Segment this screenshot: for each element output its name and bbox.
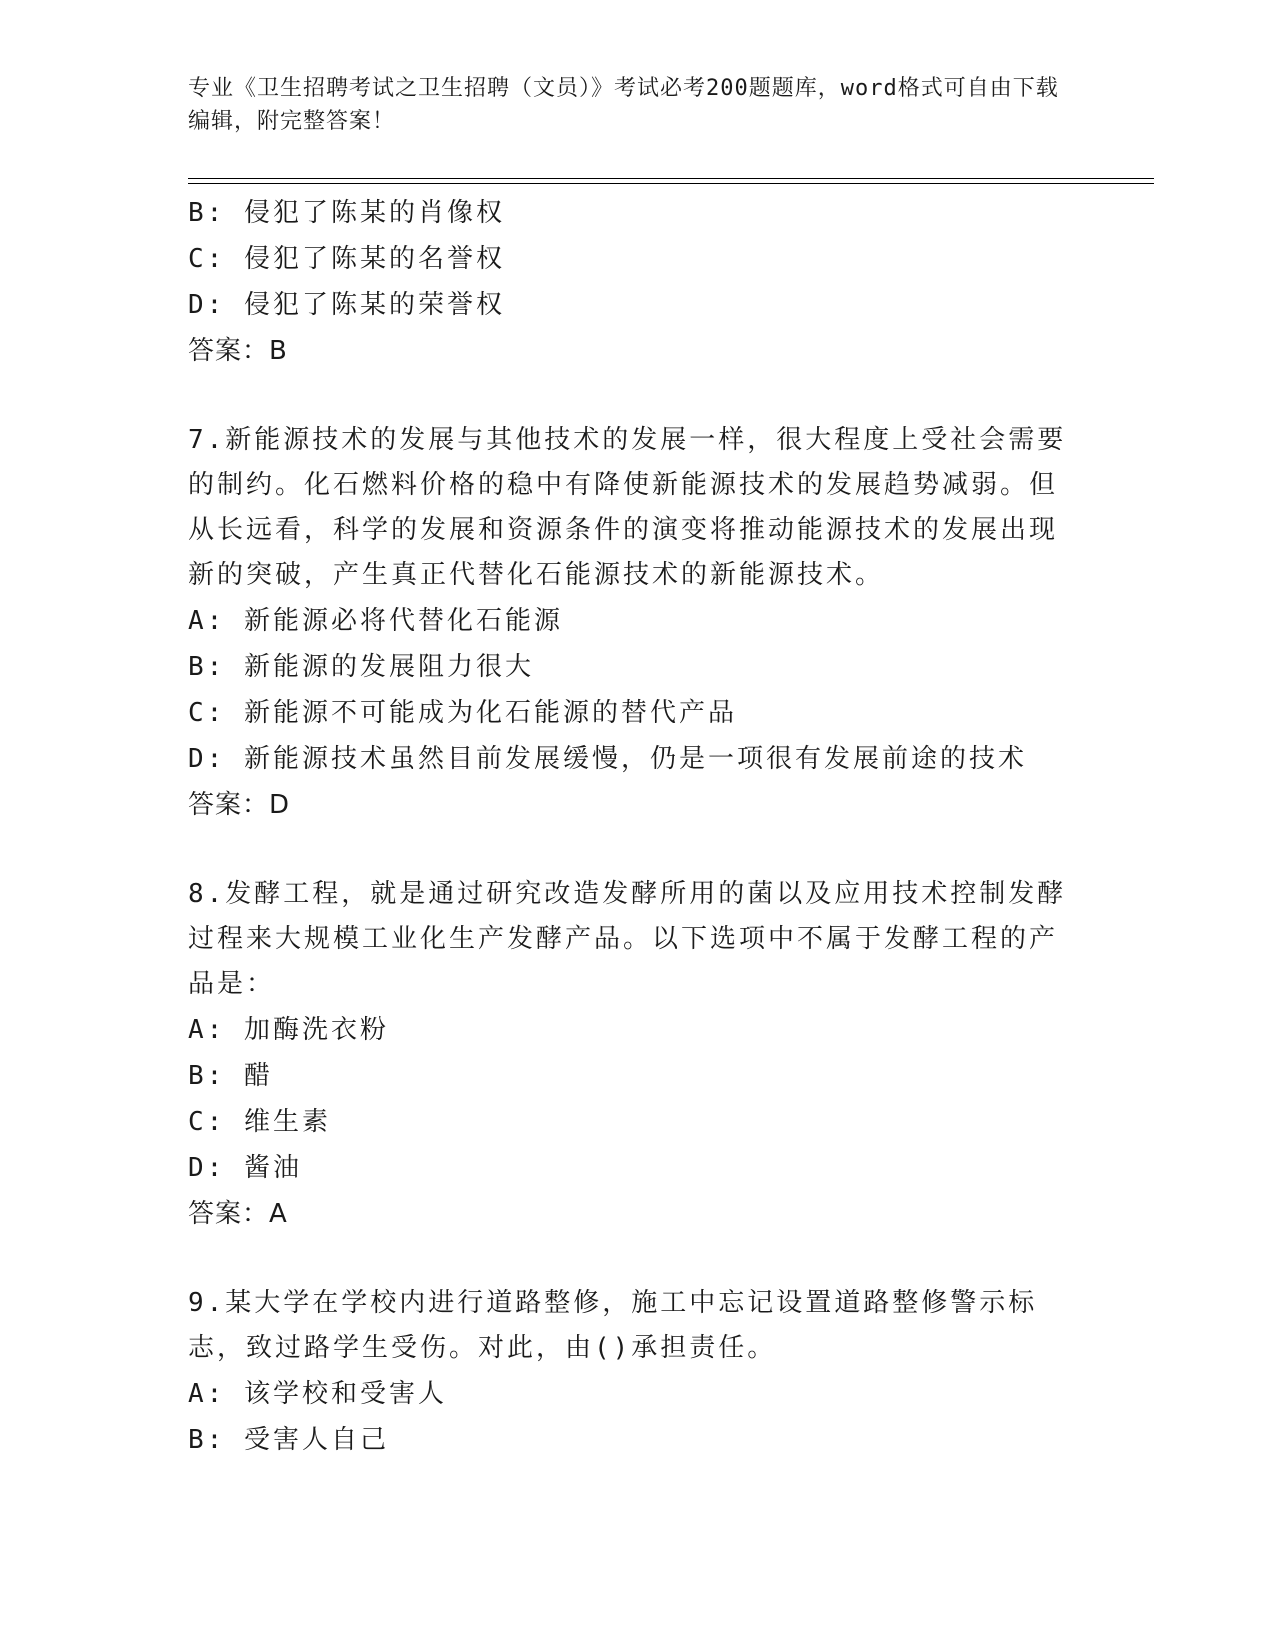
option-c: C: 新能源不可能成为化石能源的替代产品 [188, 698, 737, 728]
option-b: B: 新能源的发展阻力很大 [188, 652, 534, 682]
header-rule-top [188, 178, 1154, 179]
answer: 答案：D [188, 790, 291, 820]
option-c: C: 侵犯了陈某的名誉权 [188, 244, 505, 274]
question-stem: 8.发酵工程，就是通过研究改造发酵所用的菌以及应用技术控制发酵过程来大规模工业化生产发酵产品。以下选项中不属于发酵工程的产品是： [188, 879, 1067, 999]
document-header: 专业《卫生招聘考试之卫生招聘（文员）》考试必考200题题库，word格式可自由下载编辑，附完整答案！ [188, 76, 1059, 134]
spacer [188, 828, 1068, 872]
question-6 [188, 190, 1068, 374]
option-d: D: 侵犯了陈某的荣誉权 [188, 290, 505, 320]
option-a: A: 该学校和受害人 [188, 1379, 447, 1409]
question-7 [188, 418, 1068, 828]
header-rule-bottom [188, 183, 1154, 184]
option-a: A: 加酶洗衣粉 [188, 1015, 389, 1045]
option-c: C: 维生素 [188, 1107, 331, 1137]
question-8 [188, 872, 1068, 1237]
question-stem: 7.新能源技术的发展与其他技术的发展一样，很大程度上受社会需要的制约。化石燃料价格的稳中有降使新能源技术的发展趋势减弱。但从长远看，科学的发展和资源条件的演变将推动能源技术的发展出现新的突破，产生真正代替化石能源技术的新能源技术。 [188, 425, 1067, 590]
spacer [188, 374, 1068, 418]
spacer [188, 1237, 1068, 1281]
option-d: D: 新能源技术虽然目前发展缓慢，仍是一项很有发展前途的技术 [188, 744, 1027, 774]
answer: 答案：A [188, 1199, 288, 1229]
option-a: A: 新能源必将代替化石能源 [188, 606, 563, 636]
option-b: B: 醋 [188, 1061, 273, 1091]
option-d: D: 酱油 [188, 1153, 302, 1183]
option-b: B: 侵犯了陈某的肖像权 [188, 198, 505, 228]
option-b: B: 受害人自己 [188, 1425, 389, 1455]
answer: 答案：B [188, 336, 288, 366]
question-stem: 9.某大学在学校内进行道路整修，施工中忘记设置道路整修警示标志，致过路学生受伤。对此，由()承担责任。 [188, 1288, 1038, 1363]
question-list [188, 190, 1068, 1463]
question-9 [188, 1281, 1068, 1463]
